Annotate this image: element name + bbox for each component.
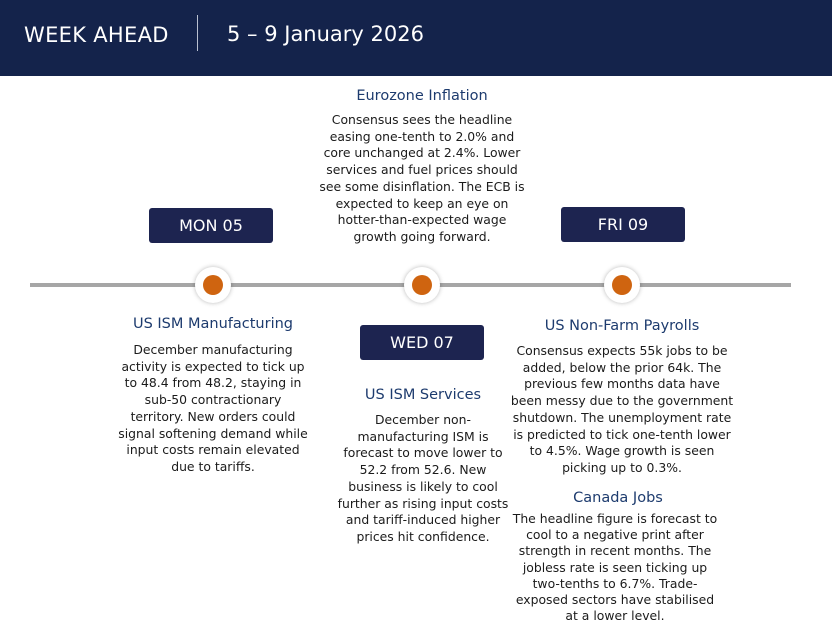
event-title-eurozone-inflation: Eurozone Inflation bbox=[356, 88, 488, 104]
timeline-marker-wed bbox=[404, 267, 440, 303]
event-text-us-ism-services: December non-manufacturing ISM is forecast to move lower to 52.2 from 52.6. New business is likely to cool further as rising input costs and tariff-induced higher prices hit confidence. bbox=[337, 412, 509, 544]
day-tag-wed: WED 07 bbox=[360, 325, 484, 360]
event-title-us-nonfarm-payrolls: US Non-Farm Payrolls bbox=[544, 318, 700, 334]
header-bar bbox=[0, 0, 832, 76]
day-tag-fri: FRI 09 bbox=[561, 207, 685, 242]
timeline-dot-wed bbox=[412, 275, 432, 295]
timeline-dot-fri bbox=[612, 275, 632, 295]
timeline-marker-fri bbox=[604, 267, 640, 303]
event-title-us-ism-services: US ISM Services bbox=[364, 387, 482, 403]
header-divider bbox=[197, 15, 198, 51]
event-text-eurozone-inflation: Consensus sees the headline easing one-tenth to 2.0% and core unchanged at 2.4%. Lower services and fuel prices should see some disinflation. The ECB is expected to keep an eye on hotter-than-expected wage growth going forward. bbox=[319, 112, 525, 244]
timeline-dot-mon bbox=[203, 275, 223, 295]
event-text-us-nonfarm-payrolls: Consensus expects 55k jobs to be added, below the prior 64k. The previous few months data have been messy due to the government shutdown. The unemployment rate is predicted to tick one-tenth lower to 4.5%. Wage growth is seen picking up to 0.3%. bbox=[510, 343, 734, 475]
event-text-us-ism-manufacturing: December manufacturing activity is expected to tick up to 48.4 from 48.2, staying in sub-50 contractionary territory. New orders could signal softening demand while input costs remain elevated due to tariffs. bbox=[118, 342, 308, 474]
header-date-range: 5 – 9 January 2026 bbox=[227, 22, 424, 46]
event-text-canada-jobs: The headline figure is forecast to cool to a negative print after strength in recent months. The jobless rate is seen ticking up two-tenths to 6.7%. Trade-exposed sectors have stabilised at a lower level. bbox=[512, 511, 718, 624]
event-title-canada-jobs: Canada Jobs bbox=[573, 490, 663, 506]
timeline-marker-mon bbox=[195, 267, 231, 303]
header-title: WEEK AHEAD bbox=[24, 23, 169, 47]
day-tag-mon: MON 05 bbox=[149, 208, 273, 243]
event-title-us-ism-manufacturing: US ISM Manufacturing bbox=[132, 316, 294, 332]
